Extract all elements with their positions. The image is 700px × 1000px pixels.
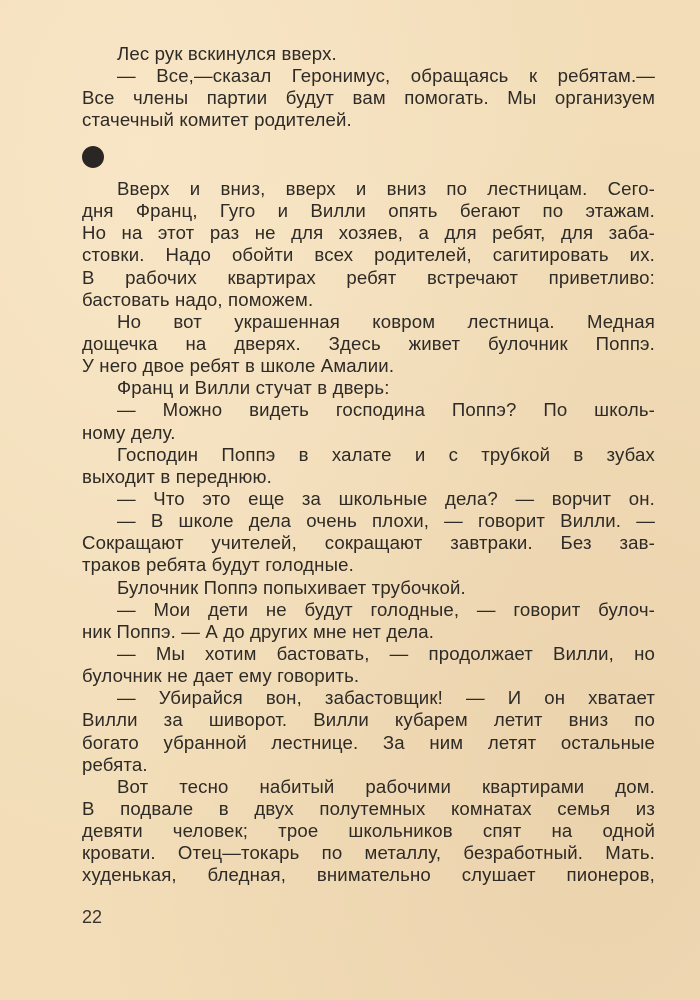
text-line: Но на этот раз не для хозяев, а для ребят, для заба- bbox=[82, 222, 655, 244]
text-line: дощечка на дверях. Здесь живет булочник Поппэ. bbox=[82, 332, 655, 354]
text-line: Вот тесно набитый рабочими квартирами дом. bbox=[117, 775, 655, 797]
text-line: Господин Поппэ в халате и с трубкой в зубах bbox=[117, 443, 655, 465]
text-line: Вверх и вниз, вверх и вниз по лестницам. Сего- bbox=[117, 178, 655, 199]
text-line: худенькая, бледная, внимательно слушает пионеров, bbox=[82, 864, 655, 886]
text-line: Сокращают учителей, сокращают завтраки. Без зав- bbox=[82, 532, 655, 554]
text-line: В подвале в двух полутемных комнатах семья из bbox=[82, 797, 655, 819]
text-line: Булочник Поппэ попыхивает трубочкой. bbox=[117, 576, 466, 598]
text-line: девяти человек; трое школьников спят на одной bbox=[82, 820, 655, 842]
text-line: Вилли за шиворот. Вилли кубарем летит вниз по bbox=[82, 709, 655, 731]
text-line: булочник не дает ему говорить. bbox=[82, 665, 360, 687]
text-line: выходит в переднюю. bbox=[82, 465, 272, 487]
text-line: кровати. Отец—токарь по металлу, безработный. Мать. bbox=[82, 842, 655, 864]
text-line: Все члены партии будут вам помогать. Мы организуем bbox=[82, 87, 655, 109]
text-line: Лес рук вскинулся вверх. bbox=[117, 43, 337, 64]
text-line: богато убранной лестнице. За ним летят остальные bbox=[82, 731, 655, 753]
text-line: — Можно видеть господина Поппэ? По школь- bbox=[117, 399, 655, 421]
paragraph-block-top bbox=[82, 43, 655, 132]
text-line: ному делу. bbox=[82, 421, 176, 443]
text-line: траков ребята будут голодные. bbox=[82, 554, 354, 576]
text-line: ребята. bbox=[82, 753, 148, 775]
text-line: стачечный комитет родителей. bbox=[82, 109, 352, 131]
text-line: — Мы хотим бастовать, — продолжает Вилли, но bbox=[117, 642, 655, 664]
text-line: В рабочих квартирах ребят встречают приветливо: bbox=[82, 266, 655, 288]
text-line: бастовать надо, поможем. bbox=[82, 288, 314, 310]
text-line: Но вот украшенная ковром лестница. Медная bbox=[117, 310, 655, 332]
text-line: У него двое ребят в школе Амалии. bbox=[82, 355, 395, 377]
text-line: — Убирайся вон, забастовщик! — И он хватает bbox=[117, 687, 655, 709]
text-line: Франц и Вилли стучат в дверь: bbox=[117, 377, 390, 399]
section-divider-bullet-icon bbox=[82, 146, 104, 168]
text-line: — Мои дети не будут голодные, — говорит булоч- bbox=[117, 598, 655, 620]
text-line: стовки. Надо обойти всех родителей, сагитировать их. bbox=[82, 244, 655, 266]
text-line: — Все,—сказал Геронимус, обращаясь к ребятам.— bbox=[117, 65, 655, 87]
paragraph-block-main bbox=[82, 178, 655, 887]
page-number: 22 bbox=[82, 907, 103, 927]
text-line: ник Поппэ. — А до других мне нет дела. bbox=[82, 620, 435, 642]
text-line: — В школе дела очень плохи, — говорит Вилли. — bbox=[117, 510, 655, 532]
text-line: — Что это еще за школьные дела? — ворчит он. bbox=[117, 487, 655, 509]
text-line: дня Франц, Гуго и Вилли опять бегают по этажам. bbox=[82, 200, 655, 222]
